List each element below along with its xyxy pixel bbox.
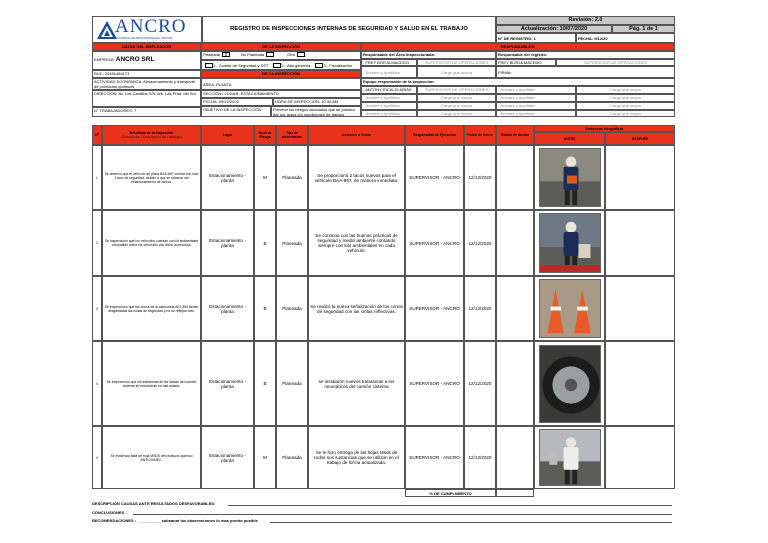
address: DIRECCIÓN: Av. Los Castillos S/N Urb. Las Prad. del Sol	[92, 90, 201, 107]
row-risk: M	[254, 145, 276, 210]
type-planned-checkbox[interactable]: x	[222, 52, 230, 57]
row-finding: Se inspecciono que los trabalunas de las llantas del camión cisterna se encuentran en mal estado.	[102, 341, 201, 426]
row-place: Estacionamiento - planta	[201, 426, 254, 489]
firma: FIRMA:	[496, 66, 675, 78]
economic-activity: ACTIVIDAD ECONÓMICA: Almacenamiento y transporte de productos químicos	[92, 78, 201, 90]
compliance-label: % DE CUMPLIMIENTO	[405, 489, 496, 497]
inspection-section-header-2: DE LA INSPECCIÓN	[201, 70, 361, 78]
area-responsible-label: Responsable del Área Inspeccionada:	[361, 51, 496, 59]
company-label: EMPRESA:	[94, 57, 115, 62]
causes-line	[228, 505, 672, 506]
col-header-action: Acciones a Tomar	[308, 125, 405, 145]
page-number: Pág. 1 de 1	[612, 25, 675, 33]
row-after	[605, 276, 675, 341]
col-header-risk: Nivel de Riesgo	[254, 125, 276, 145]
col-header-finding-title: Resultado de la Inspección	[129, 131, 174, 135]
row-after	[605, 145, 675, 210]
row-close-date: 12/12/2020	[464, 341, 496, 426]
area-role-placeholder: Cargo que ocupa	[417, 66, 496, 78]
row-owner: SUPERVISOR - ANCRO	[405, 210, 464, 276]
initiative-row	[201, 60, 361, 70]
row-number: 2	[92, 210, 102, 276]
logo-text: ANCRO	[115, 16, 187, 37]
row-place: Estacionamiento - planta	[201, 210, 254, 276]
row-place: Estacionamiento - planta	[201, 145, 254, 210]
row-place: Estacionamiento - planta	[201, 341, 254, 426]
area-name-placeholder: - Nombre y Apellidos	[361, 66, 417, 78]
team-name-placeholder-5: - Nombre y Apellidos	[496, 102, 576, 110]
type-planned-label: Planeada	[203, 52, 220, 57]
row-owner: SUPERVISOR - ANCRO	[405, 145, 464, 210]
row-finding: Se evidencia falta de hoja MSDS del producto químico ANTIOXIMEC.	[102, 426, 201, 489]
compliance-value[interactable]	[496, 489, 534, 497]
row-finding: Se inspeccionó que los vehículos cuentan con kit ambientales compatible todos los vehículos con dicho accesorios.	[102, 210, 201, 276]
row-risk: B	[254, 341, 276, 426]
causes-label: DESCRIPCIÓN CAUSAS ANTE RESULTADOS DESFAVORABLES:	[92, 501, 216, 506]
row-place: Estacionamiento - planta	[201, 276, 254, 341]
team-role: SUPERVISOR DE OPERACIONES	[417, 86, 496, 94]
team-role-placeholder-4: Cargo que ocupa	[417, 102, 496, 110]
row-number: 4	[92, 341, 102, 426]
form-title: REGISTRO DE INSPECCIONES INTERNAS DE SEGURIDAD Y SALUD EN EL TRABAJO	[202, 16, 496, 43]
row-status	[496, 426, 534, 489]
col-header-before: ANTES	[534, 132, 605, 145]
committee-checkbox[interactable]	[205, 63, 213, 68]
type-other-label: Otro	[287, 52, 296, 57]
row-close-date: 12/12/2020	[464, 210, 496, 276]
team-name-placeholder-7: - Nombre y Apellidos	[496, 110, 576, 117]
row-close-date: 12/12/2020	[464, 145, 496, 210]
row-status	[496, 341, 534, 426]
registro-responsible-label: Responsable del registro:	[496, 51, 675, 59]
company-cell	[92, 51, 201, 70]
objective-label: OBJETIVO DE LA INSPECCIÓN	[201, 106, 271, 117]
team-name-placeholder-1: - Nombre y Apellidos	[496, 86, 576, 94]
team-name-placeholder-3: - Nombre y Apellidos	[496, 94, 576, 102]
team-person: - ANTONY RICALDI ARIAS	[361, 86, 417, 94]
recommendations-line	[270, 522, 672, 523]
logo-subtitle: SOCIEDAD DE RESPONSABILIDAD LIMITADA	[117, 37, 173, 40]
row-after	[605, 210, 675, 276]
inspection-date: FECHA: 09/12/2020	[201, 98, 273, 106]
committee-label: 1.- Comité de Seguridad y SST	[213, 63, 269, 68]
type-unplanned-label: No Planeada	[241, 52, 265, 57]
row-number: 1	[92, 145, 102, 210]
col-header-finding-sub: (Descripción / Descripción del Hallazgo)	[121, 135, 182, 139]
evidence-photo	[539, 429, 601, 486]
col-header-owner: Responsable de Ejecución	[405, 125, 464, 145]
other-option-label: 3.- Fiscalización	[323, 63, 353, 68]
col-header-number: N°	[92, 125, 102, 145]
evidence-photo	[539, 279, 601, 338]
type-unplanned-checkbox[interactable]	[266, 52, 274, 57]
row-close-date: 12/12/2020	[464, 276, 496, 341]
row-action: Se proporcionó 2 tacos nuevos para el vehículo BAA-897, de manera inmediata.	[308, 145, 405, 210]
conclusions-label: CONCLUSIONES :	[92, 510, 127, 515]
row-number: 3	[92, 276, 102, 341]
row-type: Planeada	[276, 145, 308, 210]
row-risk: B	[254, 210, 276, 276]
team-role-placeholder-3: Cargo que ocupa	[576, 94, 675, 102]
registro-role: SUPERVISOR DE OPERACIONES	[556, 59, 675, 66]
row-close-date: 12/12/2020	[464, 426, 496, 489]
row-owner: SUPERVISOR - ANCRO	[405, 341, 464, 426]
row-type: Planeada	[276, 426, 308, 489]
row-owner: SUPERVISOR - ANCRO	[405, 276, 464, 341]
col-header-after: DESPUÉS	[605, 132, 675, 145]
revision: Revisión: 2.0	[496, 16, 675, 25]
team-role-placeholder-2: Cargo que ocupa	[417, 94, 496, 102]
row-status	[496, 276, 534, 341]
recommendations-label: RECOMENDACIONES : ___________subsanar las observaciones lo mas pronto posible	[92, 518, 258, 523]
conclusions-line	[133, 514, 672, 515]
evidence-photo	[539, 148, 601, 207]
team-role-placeholder-1: Cargo que ocupa	[576, 86, 675, 94]
row-action: se instalarón nuevos trabalunas a los neumáticos del camión cisterna	[308, 341, 405, 426]
row-risk: B	[254, 276, 276, 341]
team-name-placeholder-6: - Nombre y Apellidos	[361, 110, 417, 117]
area-role: SUPERVISOR DE OPERACIONES	[417, 59, 496, 66]
col-header-close-date: Fecha de Cierre	[464, 125, 496, 145]
location: SECCIÓN / LUGAR: ESTACIONAMIENTO	[201, 90, 361, 98]
area: ÁREA: PLANTA	[201, 78, 361, 90]
inspection-section-header: DE LA INSPECCIÓN	[201, 43, 361, 51]
col-header-evidence: Evidencias fotográficas	[534, 125, 675, 132]
responsibles-section-header: RESPONSABLES:	[361, 43, 675, 51]
row-action: Se realizó la nueva señalización de los conos de seguridad con las cintas reflectivas.	[308, 276, 405, 341]
registro-person: FREY BORJA MACEDO	[496, 59, 556, 66]
evidence-photo	[539, 213, 601, 273]
row-action: Se le hizo entrega de las hojas Msds de todos sus sustancias que se utilizan en el trabajo de forma actualizada.	[308, 426, 405, 489]
team-role-placeholder-6: Cargo que ocupa	[417, 110, 496, 117]
row-number: 4	[92, 426, 102, 489]
row-after	[605, 341, 675, 426]
team-label: Equipo responsable de la inspección:	[361, 78, 675, 86]
row-type: Planeada	[276, 341, 308, 426]
type-other-checkbox[interactable]	[297, 52, 305, 57]
team-name-placeholder-4: - Nombre y Apellidos	[361, 102, 417, 110]
col-header-finding	[102, 125, 201, 145]
ruc: RUC: 20451484173	[92, 70, 201, 78]
row-type: Planeada	[276, 276, 308, 341]
inspection-type-row	[201, 51, 361, 60]
row-after	[605, 426, 675, 489]
employer-section-header: DATOS DEL EMPLEADOR	[92, 43, 201, 51]
row-action: Se continúa con las buenas prácticas de seguridad y medio ambiente contando siempre con kits ambientales en cada vehículo.	[308, 210, 405, 276]
row-finding: Se observo que el vehículo de placa BAA-897 cuenta con solo 1 taco de seguridad, debido a que se sobaron del estacionamiento de carros.	[102, 145, 201, 210]
row-status	[496, 210, 534, 276]
company-name: ANCRO SRL	[115, 56, 155, 63]
team-role-placeholder-7: Cargo que ocupa	[576, 110, 675, 117]
objective: Prevenir los riesgos asociados que se pueden dar por actos y/o condiciones de trabajo	[271, 106, 361, 117]
update-date: Actualización: 10/07/2020	[496, 25, 612, 33]
col-header-place: Lugar	[201, 125, 254, 145]
initiative-label: 2.- Alta gerencia	[281, 63, 311, 68]
row-finding: Se inspeccionó que los conos de la camioneta AEJ-894 tienen desgastadas las cintas de seguridad y no se reflejan bien.	[102, 276, 201, 341]
evidence-photo	[539, 345, 601, 423]
col-header-status: Estado de Acción	[496, 125, 534, 145]
team-name-placeholder-2: - Nombre y Apellidos	[361, 94, 417, 102]
logo-box	[92, 16, 202, 43]
team-role-placeholder-5: Cargo que ocupa	[576, 102, 675, 110]
row-risk: M	[254, 426, 276, 489]
row-owner: SUPERVISOR - ANCRO	[405, 426, 464, 489]
workers-count: N° TRABAJADORES: 7	[92, 107, 201, 117]
registro-number: N° DE REGISTRO: 1	[496, 33, 576, 43]
inspection-time: HORA DE INSPECCIÓN: 10:30 AM	[273, 98, 361, 106]
area-person: - FREY BORJA MACEDO	[361, 59, 417, 66]
registro-date: FECHA: 9/12/20	[576, 33, 675, 43]
row-type: Planeada	[276, 210, 308, 276]
col-header-type: Tipo de observación	[276, 125, 308, 145]
row-status	[496, 145, 534, 210]
